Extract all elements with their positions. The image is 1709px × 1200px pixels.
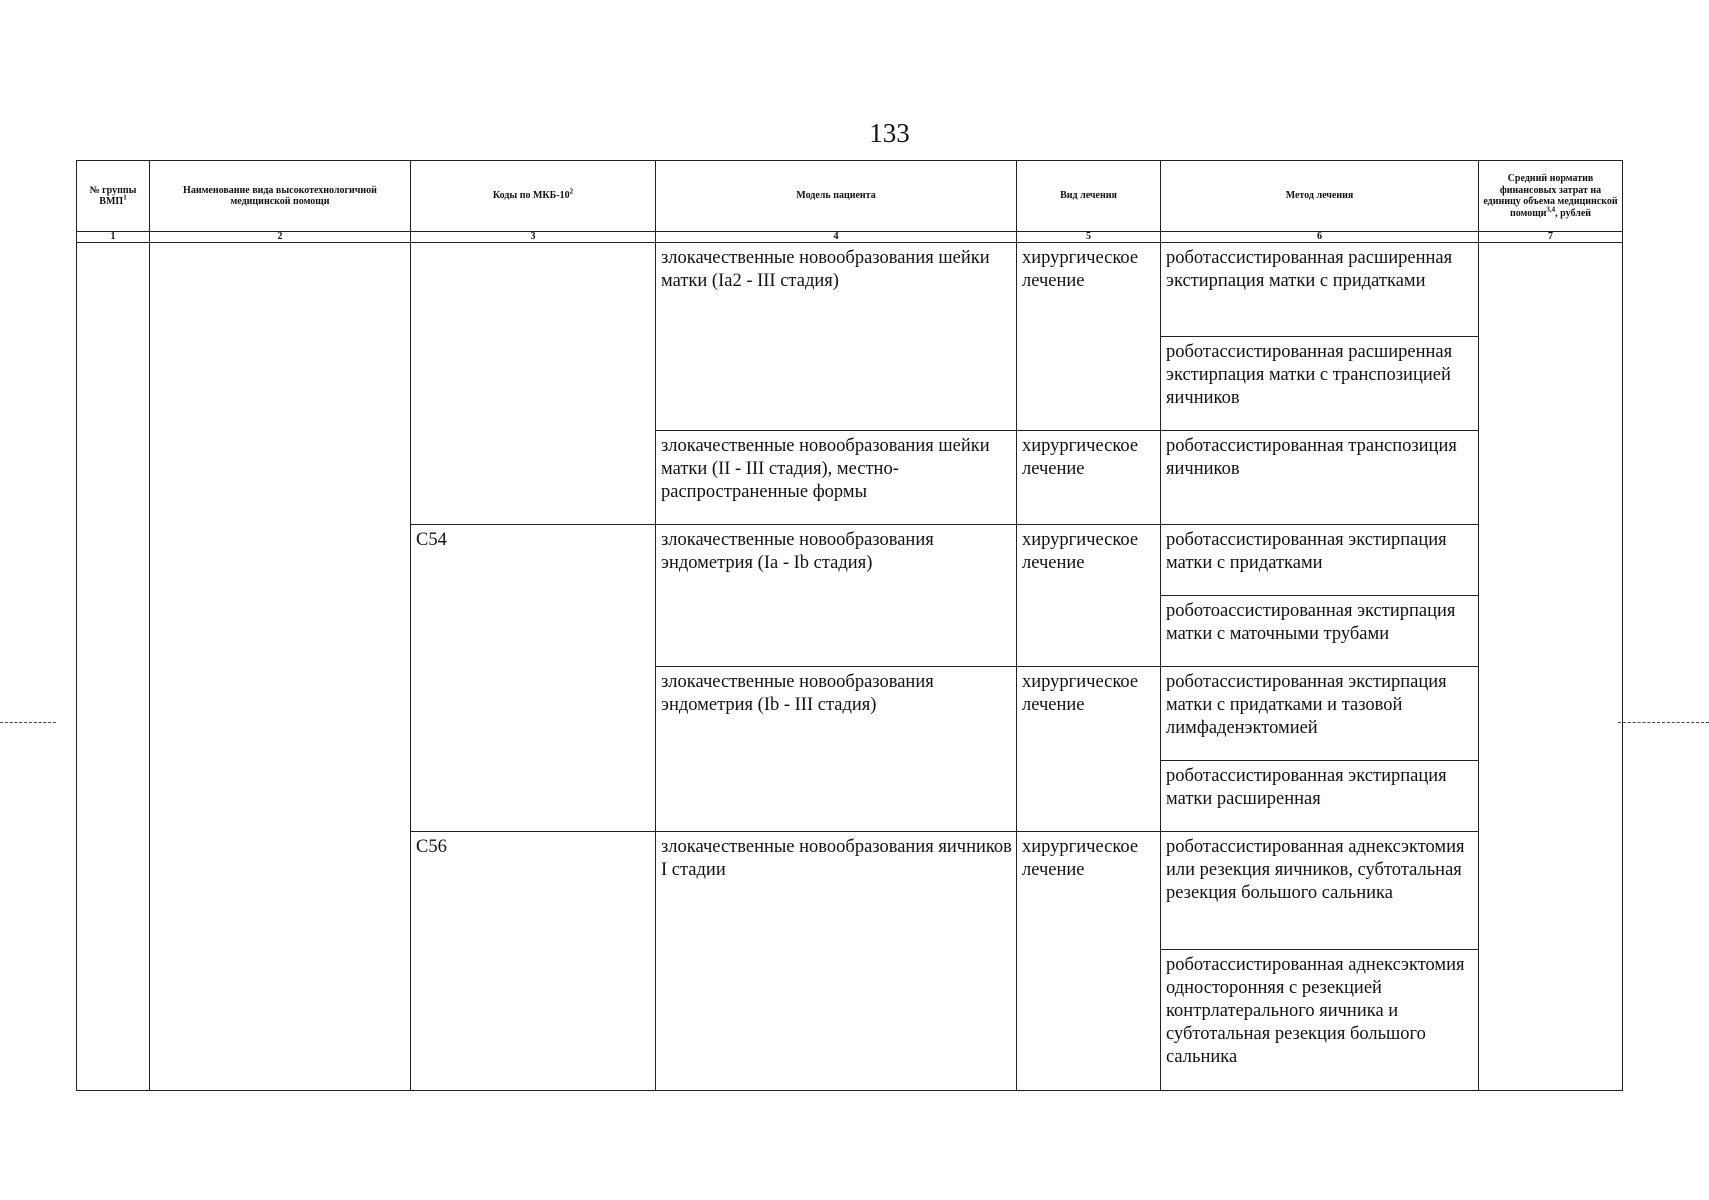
header-treatment-method: Метод лечения [1161,161,1479,232]
header-treatment-type: Вид лечения [1017,161,1161,232]
treatment-method-cell: роботассистированная экстирпация матки с придатками [1161,525,1479,596]
header-group-number: № группы ВМП$^1$ [77,161,150,232]
icd-code-cell [411,243,656,525]
patient-model-cell: злокачественные новообразования яичников I стадии [656,832,1017,1091]
group-number-cell [77,243,150,1091]
treatment-method-cell: роботассистированная расширенная экстирпация матки с придатками [1161,243,1479,337]
scan-fold-line [1618,722,1709,723]
treatment-type-cell: хирургическое лечение [1017,832,1161,1091]
column-number: 6 [1161,232,1479,243]
patient-model-cell: злокачественные новообразования эндометрия (Ib - III стадия) [656,667,1017,832]
icd-code-cell: C54 [411,525,656,832]
header-icd-codes: Коды по МКБ-$10^2$ [411,161,656,232]
scan-fold-line [0,722,56,723]
column-number-row [77,232,1623,243]
column-number: 2 [150,232,411,243]
icd-code-cell: C56 [411,832,656,1091]
treatment-type-cell: хирургическое лечение [1017,525,1161,667]
column-number: 1 [77,232,150,243]
header-row [77,161,1623,232]
header-average-cost: Средний норматив финансовых затрат на единицу объема медицинской помощи$^{3,4}$, рублей [1479,161,1623,232]
patient-model-cell: злокачественные новообразования эндометрия (Ia - Ib стадия) [656,525,1017,667]
treatment-method-cell: роботассистированная аднексэктомия или резекция яичников, субтотальная резекция большого сальника [1161,832,1479,950]
patient-model-cell: злокачественные новообразования шейки матки (II - III стадия), местно-распространенные формы [656,431,1017,525]
column-number: 3 [411,232,656,243]
column-number: 4 [656,232,1017,243]
header-care-type: Наименование вида высокотехнологичной медицинской помощи [150,161,411,232]
column-number: 7 [1479,232,1623,243]
column-number: 5 [1017,232,1161,243]
treatment-type-cell: хирургическое лечение [1017,667,1161,832]
treatment-method-cell: роботассистированная экстирпация матки расширенная [1161,761,1479,832]
care-type-cell [150,243,411,1091]
treatment-method-cell: роботассистированная аднексэктомия односторонняя с резекцией контрлатерального яичника и субтотальная резекция большого сальника [1161,950,1479,1091]
treatment-type-cell: хирургическое лечение [1017,243,1161,431]
treatment-method-cell: роботассистированная экстирпация матки с придатками и тазовой лимфаденэктомией [1161,667,1479,761]
header-patient-model: Модель пациента [656,161,1017,232]
table-row [77,243,1623,337]
treatment-table [76,160,1623,1091]
treatment-method-cell: роботоассистированная экстирпация матки с маточными трубами [1161,596,1479,667]
treatment-method-cell: роботассистированная транспозиция яичников [1161,431,1479,525]
average-cost-cell [1479,243,1623,1091]
treatment-method-cell: роботассистированная расширенная экстирпация матки с транспозицией яичников [1161,337,1479,431]
page-number: 133 [869,118,910,148]
treatment-type-cell: хирургическое лечение [1017,431,1161,525]
patient-model-cell: злокачественные новообразования шейки матки (Ia2 - III стадия) [656,243,1017,431]
